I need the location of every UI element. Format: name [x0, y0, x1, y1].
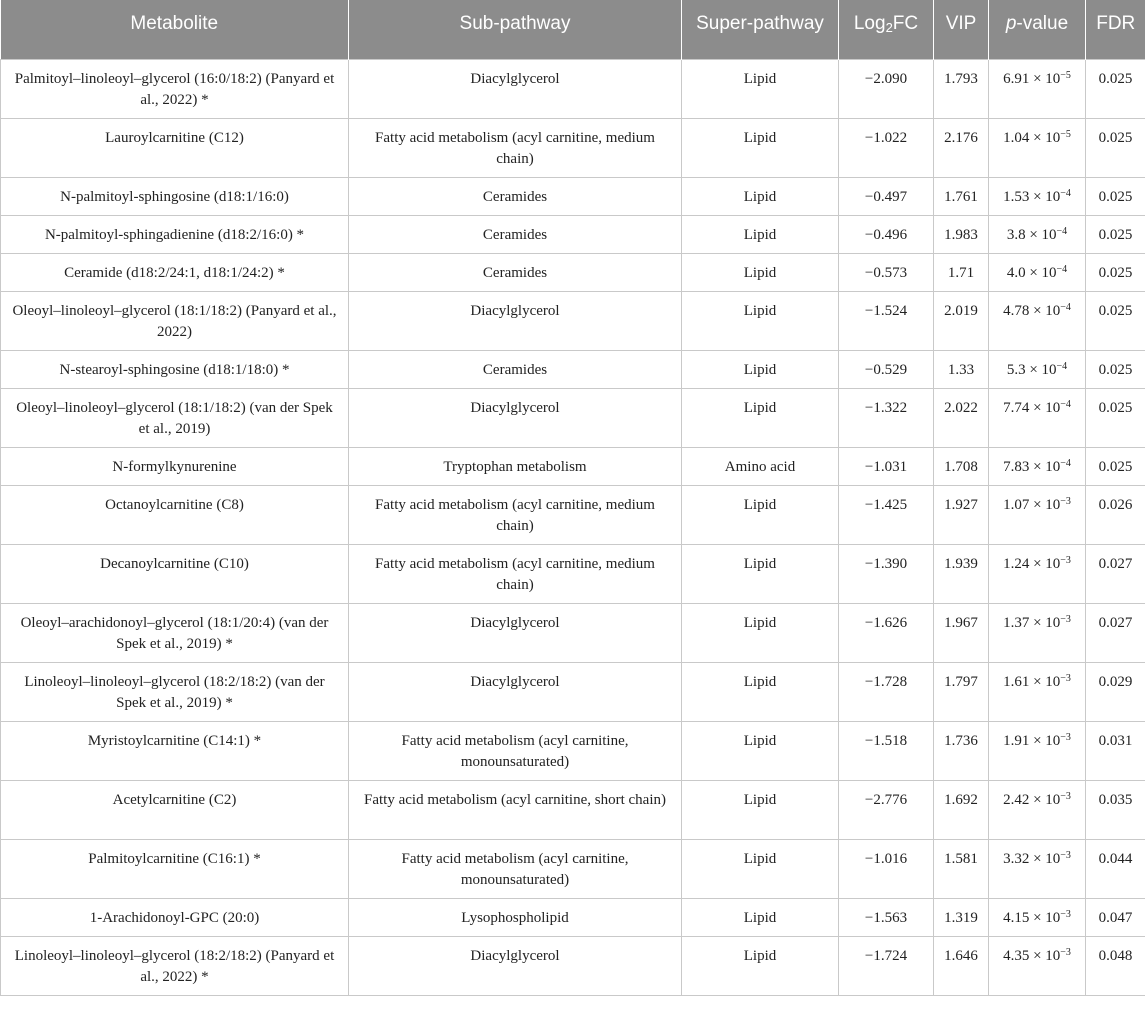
- cell-metabolite: Palmitoyl–linoleoyl–glycerol (16:0/18:2) (Panyard et al., 2022) *: [1, 59, 349, 118]
- cell-fdr: 0.025: [1086, 215, 1145, 253]
- pvalue-exponent: −3: [1060, 495, 1071, 507]
- cell-pvalue: [989, 721, 1086, 780]
- table-row: [1, 936, 1145, 995]
- cell-sub-pathway: Diacylglycerol: [349, 291, 682, 350]
- cell-metabolite: N-palmitoyl-sphingadienine (d18:2/16:0) *: [1, 215, 349, 253]
- cell-log2fc: −2.090: [839, 59, 934, 118]
- table-row: [1, 544, 1145, 603]
- cell-log2fc: −1.031: [839, 447, 934, 485]
- pvalue-exponent: −5: [1060, 69, 1071, 81]
- pvalue-exponent: −4: [1056, 263, 1068, 275]
- pvalue-exponent: −5: [1060, 128, 1071, 140]
- cell-metabolite: Oleoyl–linoleoyl–glycerol (18:1/18:2) (Panyard et al., 2022): [1, 291, 349, 350]
- cell-log2fc: −1.322: [839, 388, 934, 447]
- cell-sub-pathway: Fatty acid metabolism (acyl carnitine, monounsaturated): [349, 721, 682, 780]
- table-row: [1, 388, 1145, 447]
- cell-super-pathway: Lipid: [682, 485, 839, 544]
- cell-vip: 1.71: [934, 253, 989, 291]
- cell-log2fc: −1.518: [839, 721, 934, 780]
- pvalue-exponent: −4: [1056, 360, 1068, 372]
- cell-sub-pathway: Fatty acid metabolism (acyl carnitine, medium chain): [349, 118, 682, 177]
- cell-sub-pathway: Ceramides: [349, 215, 682, 253]
- table-row: [1, 253, 1145, 291]
- cell-vip: 1.708: [934, 447, 989, 485]
- cell-log2fc: −1.022: [839, 118, 934, 177]
- cell-fdr: 0.027: [1086, 603, 1145, 662]
- cell-super-pathway: Lipid: [682, 215, 839, 253]
- cell-super-pathway: Lipid: [682, 59, 839, 118]
- pvalue-exponent: −4: [1060, 187, 1071, 199]
- cell-fdr: 0.029: [1086, 662, 1145, 721]
- cell-fdr: 0.025: [1086, 388, 1145, 447]
- cell-vip: 1.692: [934, 780, 989, 839]
- cell-fdr: 0.027: [1086, 544, 1145, 603]
- table-header: [1, 0, 1145, 59]
- pvalue-mantissa: 1.61 × 10: [1003, 673, 1061, 690]
- cell-fdr: 0.025: [1086, 447, 1145, 485]
- cell-super-pathway: Lipid: [682, 291, 839, 350]
- table-row: [1, 177, 1145, 215]
- cell-vip: 1.33: [934, 350, 989, 388]
- cell-sub-pathway: Fatty acid metabolism (acyl carnitine, medium chain): [349, 485, 682, 544]
- cell-super-pathway: Lipid: [682, 177, 839, 215]
- pvalue-mantissa: 3.8 × 10: [1006, 226, 1057, 243]
- cell-log2fc: −1.016: [839, 839, 934, 898]
- cell-pvalue: [989, 388, 1086, 447]
- pvalue-exponent: −4: [1060, 457, 1071, 469]
- cell-log2fc: −0.496: [839, 215, 934, 253]
- cell-super-pathway: Lipid: [682, 721, 839, 780]
- pvalue-mantissa: 5.3 × 10: [1006, 361, 1057, 378]
- cell-metabolite: Octanoylcarnitine (C8): [1, 485, 349, 544]
- header-pvalue-p: p: [1005, 13, 1017, 34]
- cell-sub-pathway: Ceramides: [349, 253, 682, 291]
- cell-pvalue: [989, 447, 1086, 485]
- cell-vip: 1.319: [934, 898, 989, 936]
- cell-metabolite: N-stearoyl-sphingosine (d18:1/18:0) *: [1, 350, 349, 388]
- cell-metabolite: Linoleoyl–linoleoyl–glycerol (18:2/18:2) (van der Spek et al., 2019) *: [1, 662, 349, 721]
- header-log2fc-tail: FC: [892, 13, 919, 34]
- cell-pvalue: [989, 603, 1086, 662]
- cell-log2fc: −0.497: [839, 177, 934, 215]
- cell-pvalue: [989, 177, 1086, 215]
- table-body: [1, 59, 1145, 995]
- header-pvalue: [989, 0, 1086, 59]
- cell-vip: 1.967: [934, 603, 989, 662]
- cell-super-pathway: Lipid: [682, 388, 839, 447]
- pvalue-mantissa: 3.32 × 10: [1003, 850, 1061, 867]
- cell-vip: 1.581: [934, 839, 989, 898]
- cell-vip: 1.983: [934, 215, 989, 253]
- pvalue-exponent: −4: [1060, 301, 1071, 313]
- cell-pvalue: [989, 544, 1086, 603]
- cell-pvalue: [989, 662, 1086, 721]
- pvalue-exponent: −3: [1060, 672, 1071, 684]
- pvalue-exponent: −3: [1060, 613, 1071, 625]
- cell-log2fc: −2.776: [839, 780, 934, 839]
- cell-sub-pathway: Diacylglycerol: [349, 388, 682, 447]
- cell-metabolite: Myristoylcarnitine (C14:1) *: [1, 721, 349, 780]
- cell-fdr: 0.025: [1086, 177, 1145, 215]
- table-row: [1, 780, 1145, 839]
- cell-sub-pathway: Diacylglycerol: [349, 59, 682, 118]
- cell-vip: 1.793: [934, 59, 989, 118]
- cell-vip: 2.176: [934, 118, 989, 177]
- cell-sub-pathway: Diacylglycerol: [349, 603, 682, 662]
- table-row: [1, 839, 1145, 898]
- cell-super-pathway: Amino acid: [682, 447, 839, 485]
- cell-vip: 1.761: [934, 177, 989, 215]
- cell-pvalue: [989, 898, 1086, 936]
- cell-sub-pathway: Diacylglycerol: [349, 936, 682, 995]
- cell-log2fc: −1.626: [839, 603, 934, 662]
- pvalue-mantissa: 7.74 × 10: [1003, 399, 1061, 416]
- cell-log2fc: −1.724: [839, 936, 934, 995]
- table-row: [1, 662, 1145, 721]
- pvalue-exponent: −3: [1060, 946, 1071, 958]
- cell-super-pathway: Lipid: [682, 662, 839, 721]
- table-row: [1, 215, 1145, 253]
- header-log2fc: [839, 0, 934, 59]
- cell-fdr: 0.031: [1086, 721, 1145, 780]
- cell-metabolite: Oleoyl–arachidonoyl–glycerol (18:1/20:4) (van der Spek et al., 2019) *: [1, 603, 349, 662]
- header-metabolite: Metabolite: [1, 0, 349, 59]
- cell-super-pathway: Lipid: [682, 839, 839, 898]
- cell-metabolite: Lauroylcarnitine (C12): [1, 118, 349, 177]
- pvalue-exponent: −3: [1060, 554, 1071, 566]
- cell-log2fc: −0.573: [839, 253, 934, 291]
- header-fdr: FDR: [1086, 0, 1145, 59]
- cell-metabolite: Linoleoyl–linoleoyl–glycerol (18:2/18:2) (Panyard et al., 2022) *: [1, 936, 349, 995]
- pvalue-mantissa: 7.83 × 10: [1003, 458, 1061, 475]
- cell-vip: 2.019: [934, 291, 989, 350]
- pvalue-mantissa: 1.53 × 10: [1003, 188, 1061, 205]
- cell-metabolite: N-formylkynurenine: [1, 447, 349, 485]
- cell-super-pathway: Lipid: [682, 780, 839, 839]
- cell-metabolite: Palmitoylcarnitine (C16:1) *: [1, 839, 349, 898]
- cell-vip: 1.939: [934, 544, 989, 603]
- table-row: [1, 898, 1145, 936]
- cell-fdr: 0.047: [1086, 898, 1145, 936]
- cell-sub-pathway: Fatty acid metabolism (acyl carnitine, medium chain): [349, 544, 682, 603]
- cell-log2fc: −1.728: [839, 662, 934, 721]
- cell-vip: 1.927: [934, 485, 989, 544]
- pvalue-mantissa: 1.07 × 10: [1003, 496, 1061, 513]
- header-log2fc-base: Log: [853, 13, 886, 34]
- pvalue-exponent: −3: [1060, 731, 1071, 743]
- pvalue-mantissa: 1.04 × 10: [1003, 129, 1061, 146]
- cell-fdr: 0.026: [1086, 485, 1145, 544]
- cell-fdr: 0.025: [1086, 59, 1145, 118]
- cell-fdr: 0.025: [1086, 253, 1145, 291]
- cell-super-pathway: Lipid: [682, 350, 839, 388]
- cell-sub-pathway: Ceramides: [349, 177, 682, 215]
- header-log2fc-sub: 2: [885, 20, 893, 35]
- pvalue-exponent: −3: [1060, 849, 1071, 861]
- cell-vip: 1.646: [934, 936, 989, 995]
- cell-vip: 2.022: [934, 388, 989, 447]
- pvalue-mantissa: 4.35 × 10: [1003, 947, 1061, 964]
- pvalue-exponent: −4: [1056, 225, 1068, 237]
- cell-metabolite: Acetylcarnitine (C2): [1, 780, 349, 839]
- pvalue-mantissa: 1.24 × 10: [1003, 555, 1061, 572]
- cell-pvalue: [989, 485, 1086, 544]
- pvalue-exponent: −3: [1060, 908, 1071, 920]
- header-sub-pathway: Sub-pathway: [349, 0, 682, 59]
- cell-fdr: 0.025: [1086, 350, 1145, 388]
- header-pvalue-rest: -value: [1016, 13, 1069, 34]
- cell-pvalue: [989, 253, 1086, 291]
- cell-fdr: 0.035: [1086, 780, 1145, 839]
- cell-log2fc: −1.563: [839, 898, 934, 936]
- cell-pvalue: [989, 936, 1086, 995]
- table-row: [1, 118, 1145, 177]
- cell-sub-pathway: Fatty acid metabolism (acyl carnitine, short chain): [349, 780, 682, 839]
- cell-fdr: 0.044: [1086, 839, 1145, 898]
- table-row: [1, 721, 1145, 780]
- cell-fdr: 0.025: [1086, 291, 1145, 350]
- pvalue-mantissa: 4.0 × 10: [1006, 264, 1057, 281]
- cell-metabolite: 1-Arachidonoyl-GPC (20:0): [1, 898, 349, 936]
- cell-super-pathway: Lipid: [682, 118, 839, 177]
- cell-super-pathway: Lipid: [682, 936, 839, 995]
- cell-sub-pathway: Lysophospholipid: [349, 898, 682, 936]
- cell-pvalue: [989, 215, 1086, 253]
- cell-fdr: 0.048: [1086, 936, 1145, 995]
- cell-super-pathway: Lipid: [682, 253, 839, 291]
- cell-log2fc: −0.529: [839, 350, 934, 388]
- cell-metabolite: N-palmitoyl-sphingosine (d18:1/16:0): [1, 177, 349, 215]
- pvalue-mantissa: 4.15 × 10: [1003, 909, 1061, 926]
- pvalue-mantissa: 1.37 × 10: [1003, 614, 1061, 631]
- pvalue-mantissa: 1.91 × 10: [1003, 732, 1061, 749]
- cell-pvalue: [989, 780, 1086, 839]
- header-super-pathway: Super-pathway: [682, 0, 839, 59]
- cell-pvalue: [989, 59, 1086, 118]
- cell-log2fc: −1.425: [839, 485, 934, 544]
- cell-sub-pathway: Diacylglycerol: [349, 662, 682, 721]
- cell-super-pathway: Lipid: [682, 603, 839, 662]
- pvalue-mantissa: 4.78 × 10: [1003, 302, 1061, 319]
- cell-metabolite: Ceramide (d18:2/24:1, d18:1/24:2) *: [1, 253, 349, 291]
- cell-super-pathway: Lipid: [682, 898, 839, 936]
- cell-pvalue: [989, 118, 1086, 177]
- cell-log2fc: −1.390: [839, 544, 934, 603]
- cell-sub-pathway: Fatty acid metabolism (acyl carnitine, monounsaturated): [349, 839, 682, 898]
- pvalue-exponent: −4: [1060, 398, 1071, 410]
- table-row: [1, 59, 1145, 118]
- table-row: [1, 447, 1145, 485]
- cell-pvalue: [989, 291, 1086, 350]
- pvalue-exponent: −3: [1060, 790, 1071, 802]
- table-row: [1, 291, 1145, 350]
- table-row: [1, 350, 1145, 388]
- cell-metabolite: Oleoyl–linoleoyl–glycerol (18:1/18:2) (van der Spek et al., 2019): [1, 388, 349, 447]
- pvalue-mantissa: 6.91 × 10: [1003, 70, 1061, 87]
- cell-pvalue: [989, 350, 1086, 388]
- table-row: [1, 485, 1145, 544]
- cell-vip: 1.797: [934, 662, 989, 721]
- table-row: [1, 603, 1145, 662]
- pvalue-mantissa: 2.42 × 10: [1003, 791, 1061, 808]
- cell-sub-pathway: Tryptophan metabolism: [349, 447, 682, 485]
- cell-log2fc: −1.524: [839, 291, 934, 350]
- cell-sub-pathway: Ceramides: [349, 350, 682, 388]
- cell-vip: 1.736: [934, 721, 989, 780]
- cell-metabolite: Decanoylcarnitine (C10): [1, 544, 349, 603]
- cell-fdr: 0.025: [1086, 118, 1145, 177]
- header-vip: VIP: [934, 0, 989, 59]
- cell-pvalue: [989, 839, 1086, 898]
- cell-super-pathway: Lipid: [682, 544, 839, 603]
